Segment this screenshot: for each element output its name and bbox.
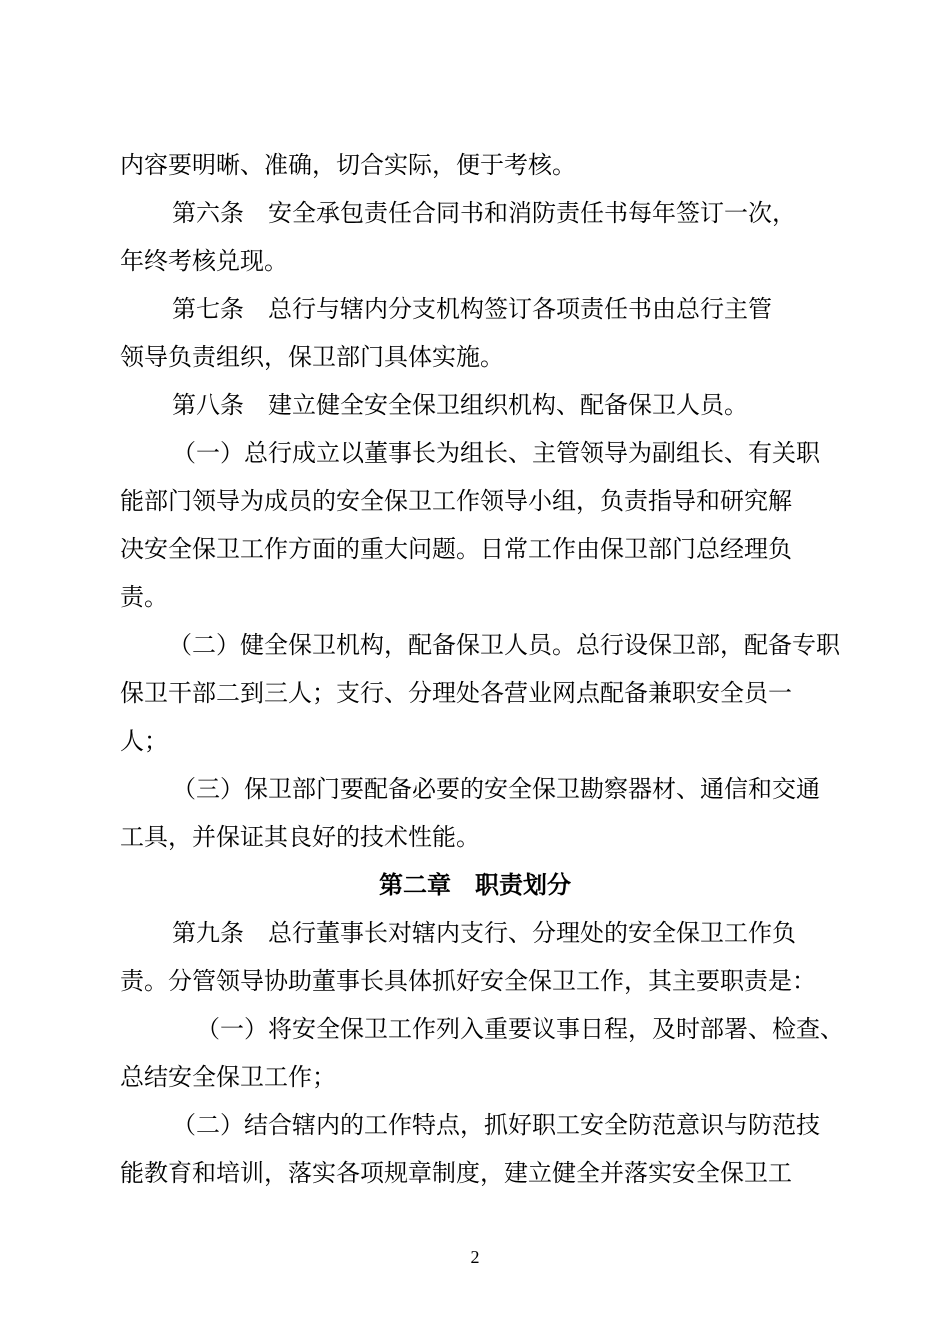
article-6-line: 第六条 安全承包责任合同书和消防责任书每年签订一次， — [172, 199, 796, 227]
item-2-line: （二）健全保卫机构，配备保卫人员。总行设保卫部，配备专职 — [168, 631, 840, 659]
paragraph-line: 保卫干部二到三人；支行、分理处各营业网点配备兼职安全员一 — [120, 679, 792, 707]
paragraph-line: 责。 — [120, 583, 168, 611]
chapter-heading: 第二章 职责划分 — [379, 871, 571, 899]
paragraph-line: 领导负责组织，保卫部门具体实施。 — [120, 343, 504, 371]
paragraph-line: 能部门领导为成员的安全保卫工作领导小组，负责指导和研究解 — [120, 487, 792, 515]
item-1-line: （一）将安全保卫工作列入重要议事日程，及时部署、检查、 — [196, 1015, 844, 1043]
paragraph-line: 能教育和培训，落实各项规章制度，建立健全并落实安全保卫工 — [120, 1159, 792, 1187]
item-1-line: （一）总行成立以董事长为组长、主管领导为副组长、有关职 — [172, 439, 820, 467]
paragraph-line: 人； — [120, 727, 168, 755]
paragraph-line: 责。分管领导协助董事长具体抓好安全保卫工作，其主要职责是： — [120, 967, 816, 995]
paragraph-line: 决安全保卫工作方面的重大问题。日常工作由保卫部门总经理负 — [120, 535, 792, 563]
item-2-line: （二）结合辖内的工作特点，抓好职工安全防范意识与防范技 — [172, 1111, 820, 1139]
paragraph-line: 内容要明晰、准确，切合实际，便于考核。 — [120, 151, 576, 179]
article-7-line: 第七条 总行与辖内分支机构签订各项责任书由总行主管 — [172, 295, 772, 323]
paragraph-line: 年终考核兑现。 — [120, 247, 288, 275]
article-8-line: 第八条 建立健全安全保卫组织机构、配备保卫人员。 — [172, 391, 748, 419]
paragraph-line: 工具，并保证其良好的技术性能。 — [120, 823, 480, 851]
article-9-line: 第九条 总行董事长对辖内支行、分理处的安全保卫工作负 — [172, 919, 796, 947]
paragraph-line: 总结安全保卫工作； — [120, 1063, 336, 1091]
item-3-line: （三）保卫部门要配备必要的安全保卫勘察器材、通信和交通 — [172, 775, 820, 803]
page-number: 2 — [470, 1247, 480, 1267]
